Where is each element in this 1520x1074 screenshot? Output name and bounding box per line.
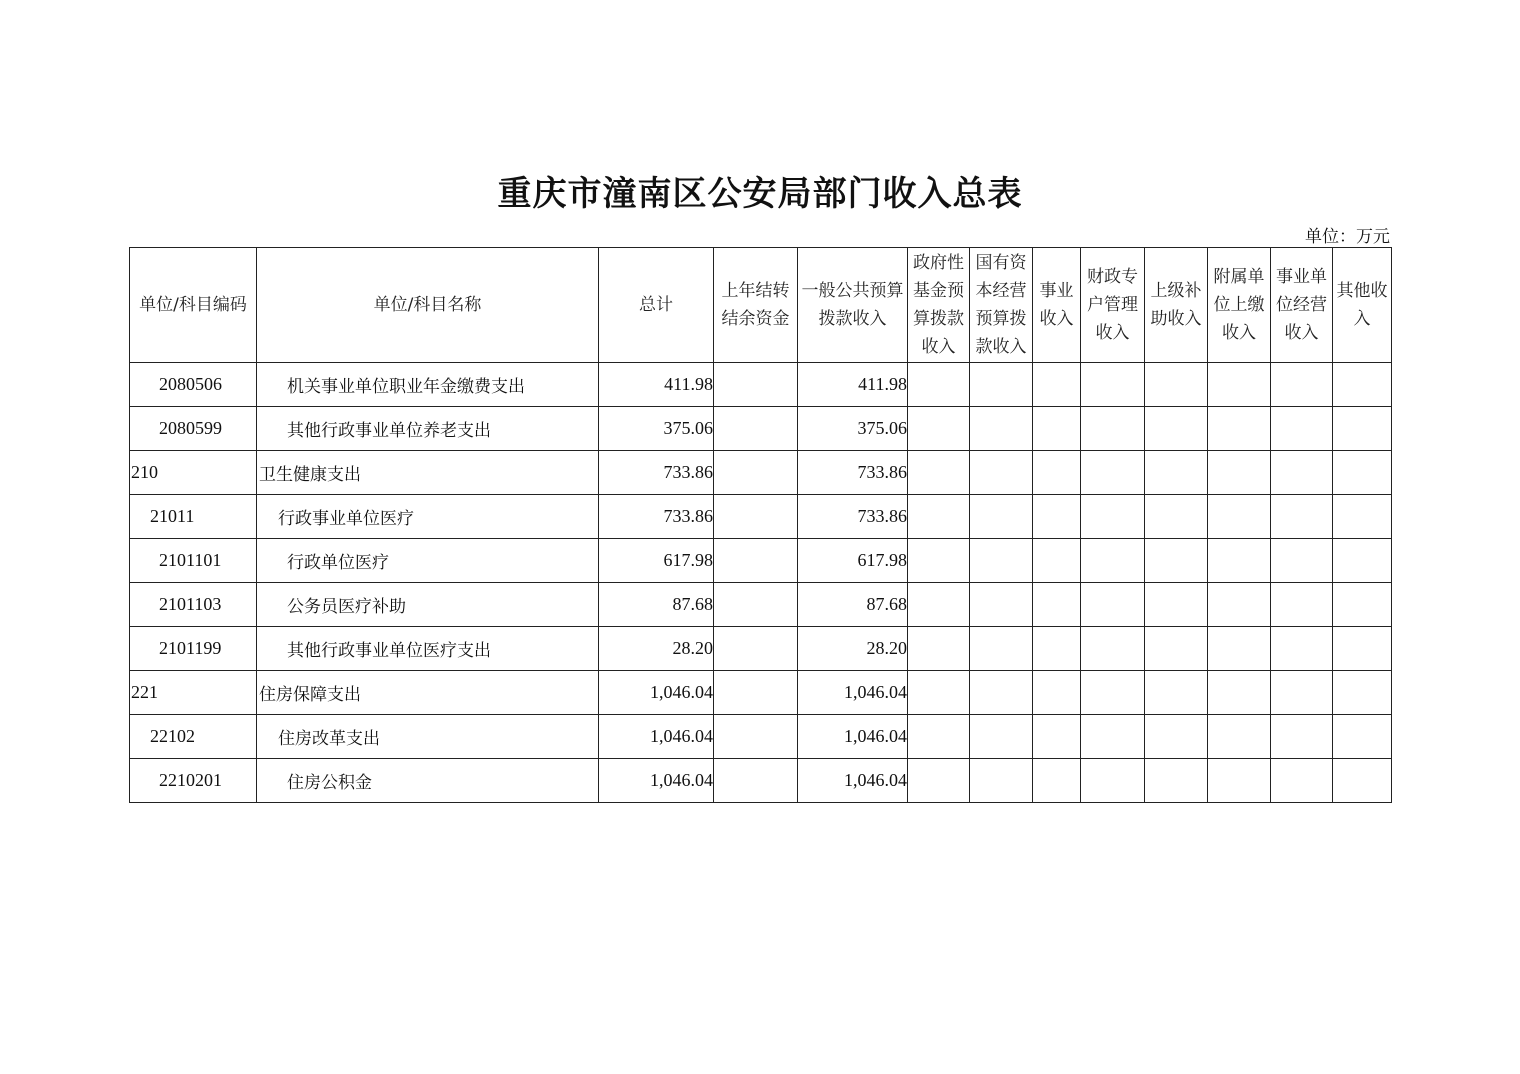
cell-empty — [1208, 407, 1271, 451]
cell-empty — [970, 715, 1033, 759]
cell-empty — [1333, 495, 1392, 539]
cell-empty — [1145, 407, 1208, 451]
cell-empty — [908, 759, 970, 803]
table-row — [130, 451, 1392, 495]
cell-empty — [1033, 495, 1081, 539]
header-state-capital: 国有资本经营预算拨款收入 — [970, 248, 1033, 363]
table-row — [130, 759, 1392, 803]
cell-empty — [1333, 671, 1392, 715]
cell-empty — [1271, 407, 1333, 451]
table-row — [130, 583, 1392, 627]
cell-empty — [1081, 759, 1145, 803]
cell-empty — [1081, 583, 1145, 627]
cell-empty — [1081, 363, 1145, 407]
cell-empty — [1271, 759, 1333, 803]
cell-empty — [1081, 715, 1145, 759]
cell-empty — [1145, 627, 1208, 671]
cell-empty — [1271, 495, 1333, 539]
cell-empty — [1333, 583, 1392, 627]
cell-empty — [1081, 495, 1145, 539]
header-affiliated-turnover: 附属单位上缴收入 — [1208, 248, 1271, 363]
cell-general-budget: 28.20 — [798, 627, 908, 671]
cell-empty — [1033, 627, 1081, 671]
cell-empty — [908, 451, 970, 495]
table-row — [130, 539, 1392, 583]
table-row — [130, 363, 1392, 407]
cell-total: 733.86 — [599, 451, 714, 495]
cell-empty — [1271, 539, 1333, 583]
header-business-income: 事业收入 — [1033, 248, 1081, 363]
cell-empty — [1081, 627, 1145, 671]
cell-empty — [1145, 715, 1208, 759]
cell-empty — [1208, 627, 1271, 671]
cell-empty — [1081, 407, 1145, 451]
cell-empty — [1333, 759, 1392, 803]
cell-empty — [1081, 451, 1145, 495]
header-fiscal-special: 财政专户管理收入 — [1081, 248, 1145, 363]
cell-empty — [1271, 671, 1333, 715]
cell-code: 21011 — [130, 495, 257, 539]
table-row — [130, 715, 1392, 759]
page-title: 重庆市潼南区公安局部门收入总表 — [497, 174, 1023, 214]
table-row — [130, 671, 1392, 715]
cell-general-budget: 1,046.04 — [798, 715, 908, 759]
cell-total: 1,046.04 — [599, 671, 714, 715]
cell-empty — [1333, 363, 1392, 407]
cell-empty — [908, 363, 970, 407]
cell-name: 住房改革支出 — [257, 715, 599, 759]
unit-label: 单位：万元 — [1305, 227, 1390, 247]
cell-empty — [1208, 495, 1271, 539]
header-gov-fund: 政府性基金预算拨款收入 — [908, 248, 970, 363]
cell-empty — [908, 627, 970, 671]
cell-empty — [1033, 363, 1081, 407]
cell-name: 住房公积金 — [257, 759, 599, 803]
cell-name: 其他行政事业单位医疗支出 — [257, 627, 599, 671]
cell-empty — [908, 539, 970, 583]
cell-carryover — [714, 451, 798, 495]
header-total: 总计 — [599, 248, 714, 363]
header-carryover: 上年结转结余资金 — [714, 248, 798, 363]
cell-empty — [970, 451, 1033, 495]
cell-total: 375.06 — [599, 407, 714, 451]
cell-empty — [1033, 407, 1081, 451]
cell-empty — [1208, 363, 1271, 407]
header-name: 单位/科目名称 — [257, 248, 599, 363]
cell-empty — [1145, 363, 1208, 407]
table-row — [130, 407, 1392, 451]
cell-name: 住房保障支出 — [257, 671, 599, 715]
cell-empty — [970, 363, 1033, 407]
cell-carryover — [714, 407, 798, 451]
cell-name: 卫生健康支出 — [257, 451, 599, 495]
table-row — [130, 627, 1392, 671]
cell-general-budget: 375.06 — [798, 407, 908, 451]
cell-empty — [1271, 715, 1333, 759]
table-body — [130, 363, 1392, 803]
cell-empty — [970, 495, 1033, 539]
cell-code: 210 — [130, 451, 257, 495]
cell-code: 2210201 — [130, 759, 257, 803]
cell-carryover — [714, 539, 798, 583]
cell-empty — [1333, 627, 1392, 671]
cell-empty — [1033, 671, 1081, 715]
cell-carryover — [714, 671, 798, 715]
cell-empty — [1145, 583, 1208, 627]
cell-name: 其他行政事业单位养老支出 — [257, 407, 599, 451]
cell-empty — [908, 407, 970, 451]
cell-empty — [908, 495, 970, 539]
cell-general-budget: 733.86 — [798, 451, 908, 495]
cell-code: 2101103 — [130, 583, 257, 627]
cell-empty — [1033, 715, 1081, 759]
cell-empty — [1208, 583, 1271, 627]
cell-name: 行政单位医疗 — [257, 539, 599, 583]
cell-empty — [908, 715, 970, 759]
cell-empty — [970, 407, 1033, 451]
cell-total: 28.20 — [599, 627, 714, 671]
cell-general-budget: 617.98 — [798, 539, 908, 583]
cell-total: 1,046.04 — [599, 759, 714, 803]
cell-empty — [1145, 495, 1208, 539]
cell-carryover — [714, 583, 798, 627]
cell-empty — [1033, 583, 1081, 627]
cell-empty — [1208, 671, 1271, 715]
cell-empty — [1271, 583, 1333, 627]
cell-empty — [1081, 671, 1145, 715]
income-summary-table — [129, 247, 1392, 803]
cell-general-budget: 1,046.04 — [798, 759, 908, 803]
cell-total: 411.98 — [599, 363, 714, 407]
cell-total: 617.98 — [599, 539, 714, 583]
header-other-income: 其他收入 — [1333, 248, 1392, 363]
header-superior-subsidy: 上级补助收入 — [1145, 248, 1208, 363]
cell-code: 2080599 — [130, 407, 257, 451]
header-general-budget: 一般公共预算拨款收入 — [798, 248, 908, 363]
cell-total: 733.86 — [599, 495, 714, 539]
cell-general-budget: 1,046.04 — [798, 671, 908, 715]
cell-empty — [1145, 671, 1208, 715]
cell-empty — [1333, 407, 1392, 451]
cell-empty — [1271, 363, 1333, 407]
cell-code: 2101101 — [130, 539, 257, 583]
cell-empty — [1033, 451, 1081, 495]
cell-empty — [1145, 759, 1208, 803]
header-code: 单位/科目编码 — [130, 248, 257, 363]
cell-empty — [1333, 539, 1392, 583]
cell-empty — [1333, 451, 1392, 495]
cell-empty — [1333, 715, 1392, 759]
table-header-row — [130, 248, 1392, 363]
cell-name: 行政事业单位医疗 — [257, 495, 599, 539]
cell-name: 公务员医疗补助 — [257, 583, 599, 627]
cell-empty — [1033, 759, 1081, 803]
cell-carryover — [714, 495, 798, 539]
cell-empty — [1145, 451, 1208, 495]
cell-empty — [1271, 451, 1333, 495]
cell-total: 87.68 — [599, 583, 714, 627]
cell-general-budget: 733.86 — [798, 495, 908, 539]
cell-empty — [970, 627, 1033, 671]
cell-empty — [970, 759, 1033, 803]
cell-empty — [1081, 539, 1145, 583]
cell-empty — [1145, 539, 1208, 583]
cell-empty — [1033, 539, 1081, 583]
cell-carryover — [714, 363, 798, 407]
cell-empty — [1271, 627, 1333, 671]
cell-empty — [1208, 715, 1271, 759]
header-operating-income: 事业单位经营收入 — [1271, 248, 1333, 363]
cell-total: 1,046.04 — [599, 715, 714, 759]
cell-carryover — [714, 627, 798, 671]
cell-code: 221 — [130, 671, 257, 715]
cell-general-budget: 87.68 — [798, 583, 908, 627]
cell-empty — [1208, 451, 1271, 495]
cell-name: 机关事业单位职业年金缴费支出 — [257, 363, 599, 407]
cell-empty — [908, 583, 970, 627]
cell-empty — [970, 671, 1033, 715]
cell-code: 2080506 — [130, 363, 257, 407]
cell-empty — [970, 583, 1033, 627]
cell-code: 2101199 — [130, 627, 257, 671]
cell-code: 22102 — [130, 715, 257, 759]
cell-general-budget: 411.98 — [798, 363, 908, 407]
table-row — [130, 495, 1392, 539]
cell-empty — [1208, 539, 1271, 583]
cell-empty — [908, 671, 970, 715]
cell-carryover — [714, 715, 798, 759]
cell-empty — [1208, 759, 1271, 803]
cell-carryover — [714, 759, 798, 803]
cell-empty — [970, 539, 1033, 583]
